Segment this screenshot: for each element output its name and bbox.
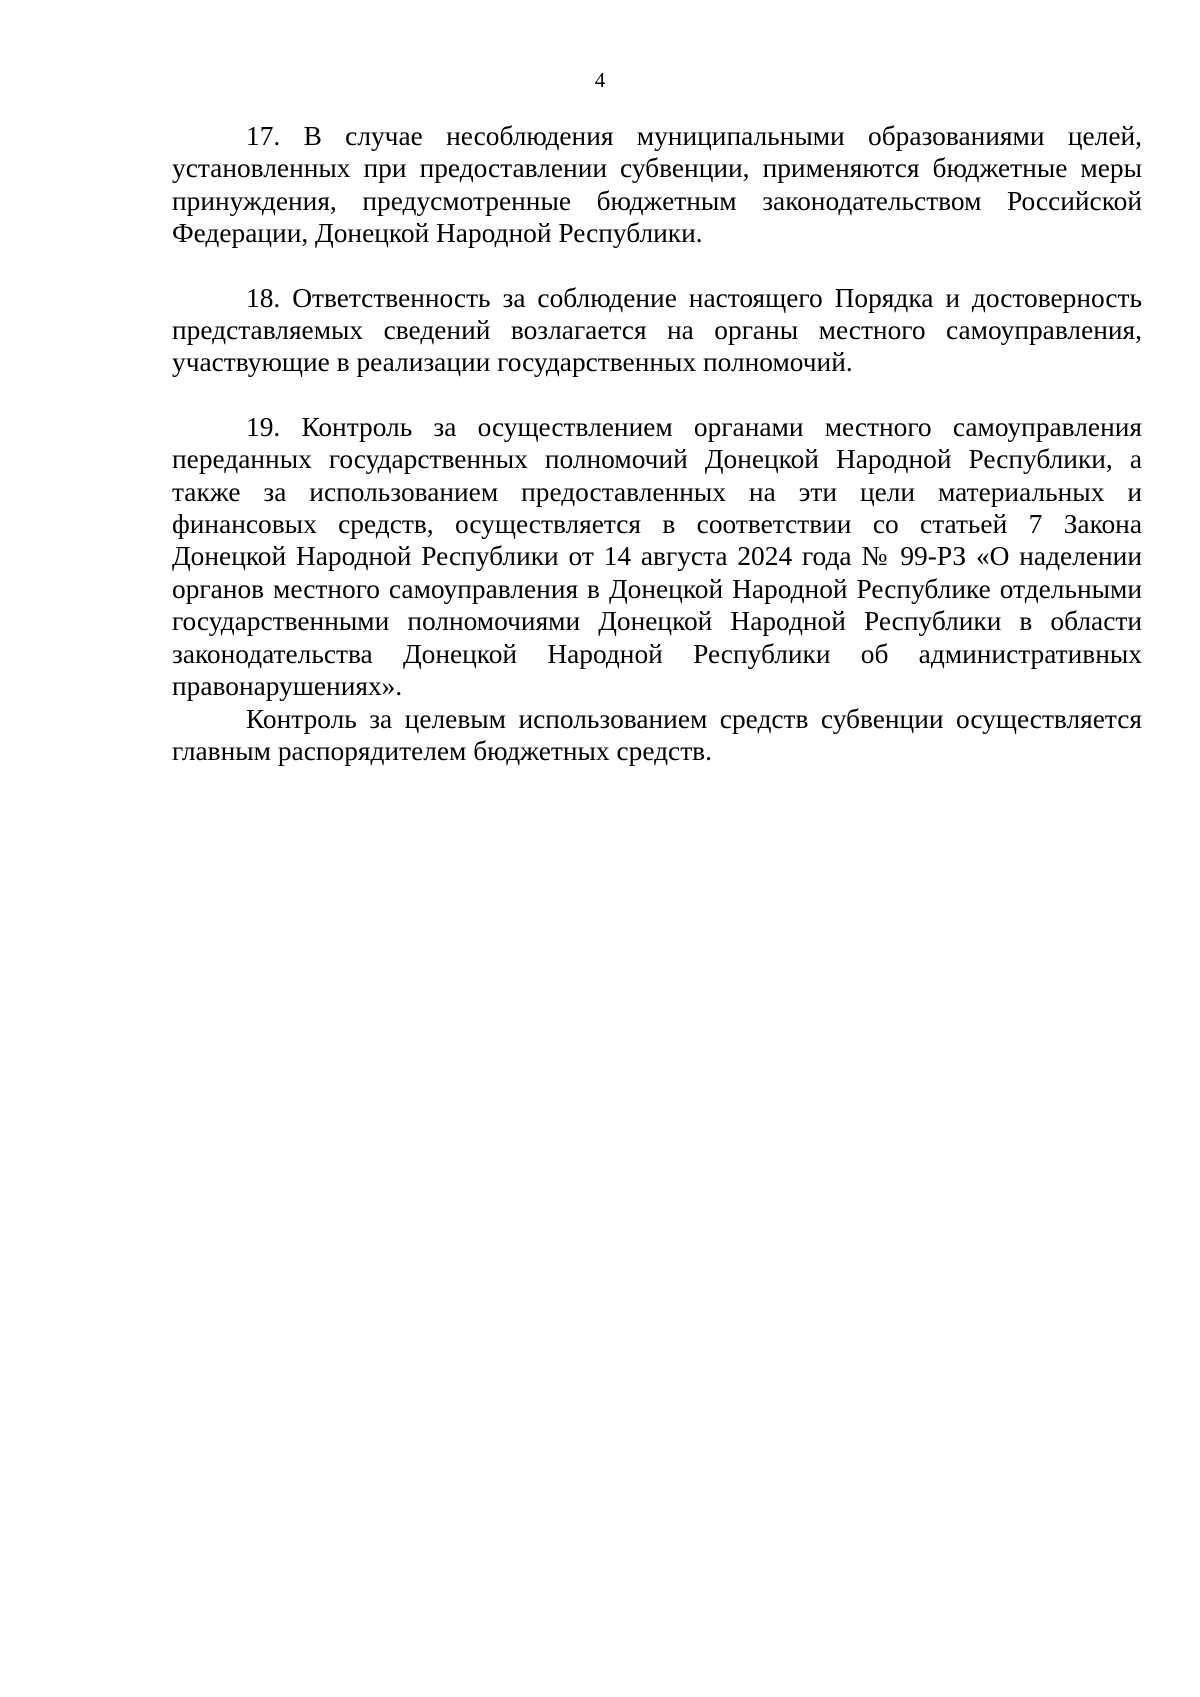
page-number: 4 bbox=[594, 68, 606, 92]
paragraph-19-continuation: Контроль за целевым использованием средств субвенции осуществляется главным распорядителем бюджетных средств. bbox=[172, 703, 1142, 766]
document-body bbox=[172, 120, 1142, 767]
paragraph-19: 19. Контроль за осуществлением органами местного самоуправления переданных государственных полномочий Донецкой Народной Республики, а также за использованием предоставленных на эти цели материальных и финансовых средств, осуществляется в соответствии со статьей 7 Закона Донецкой Народной Республики от 14 августа 2024 года № 99-РЗ «О наделении органов местного самоуправления в Донецкой Народной Республике отдельными государственными полномочиями Донецкой Народной Республики в области законодательства Донецкой Народной Республики об административных правонарушениях». bbox=[172, 411, 1142, 702]
paragraph-17: 17. В случае несоблюдения муниципальными образованиями целей, установленных при предоставлении субвенции, применяются бюджетные меры принуждения, предусмотренные бюджетным законодательством Российской Федерации, Донецкой Народной Республики. bbox=[172, 121, 1142, 249]
paragraph-18: 18. Ответственность за соблюдение настоящего Порядка и достоверность представляемых сведений возлагается на органы местного самоуправления, участвующие в реализации государственных полномочий. bbox=[172, 282, 1142, 378]
